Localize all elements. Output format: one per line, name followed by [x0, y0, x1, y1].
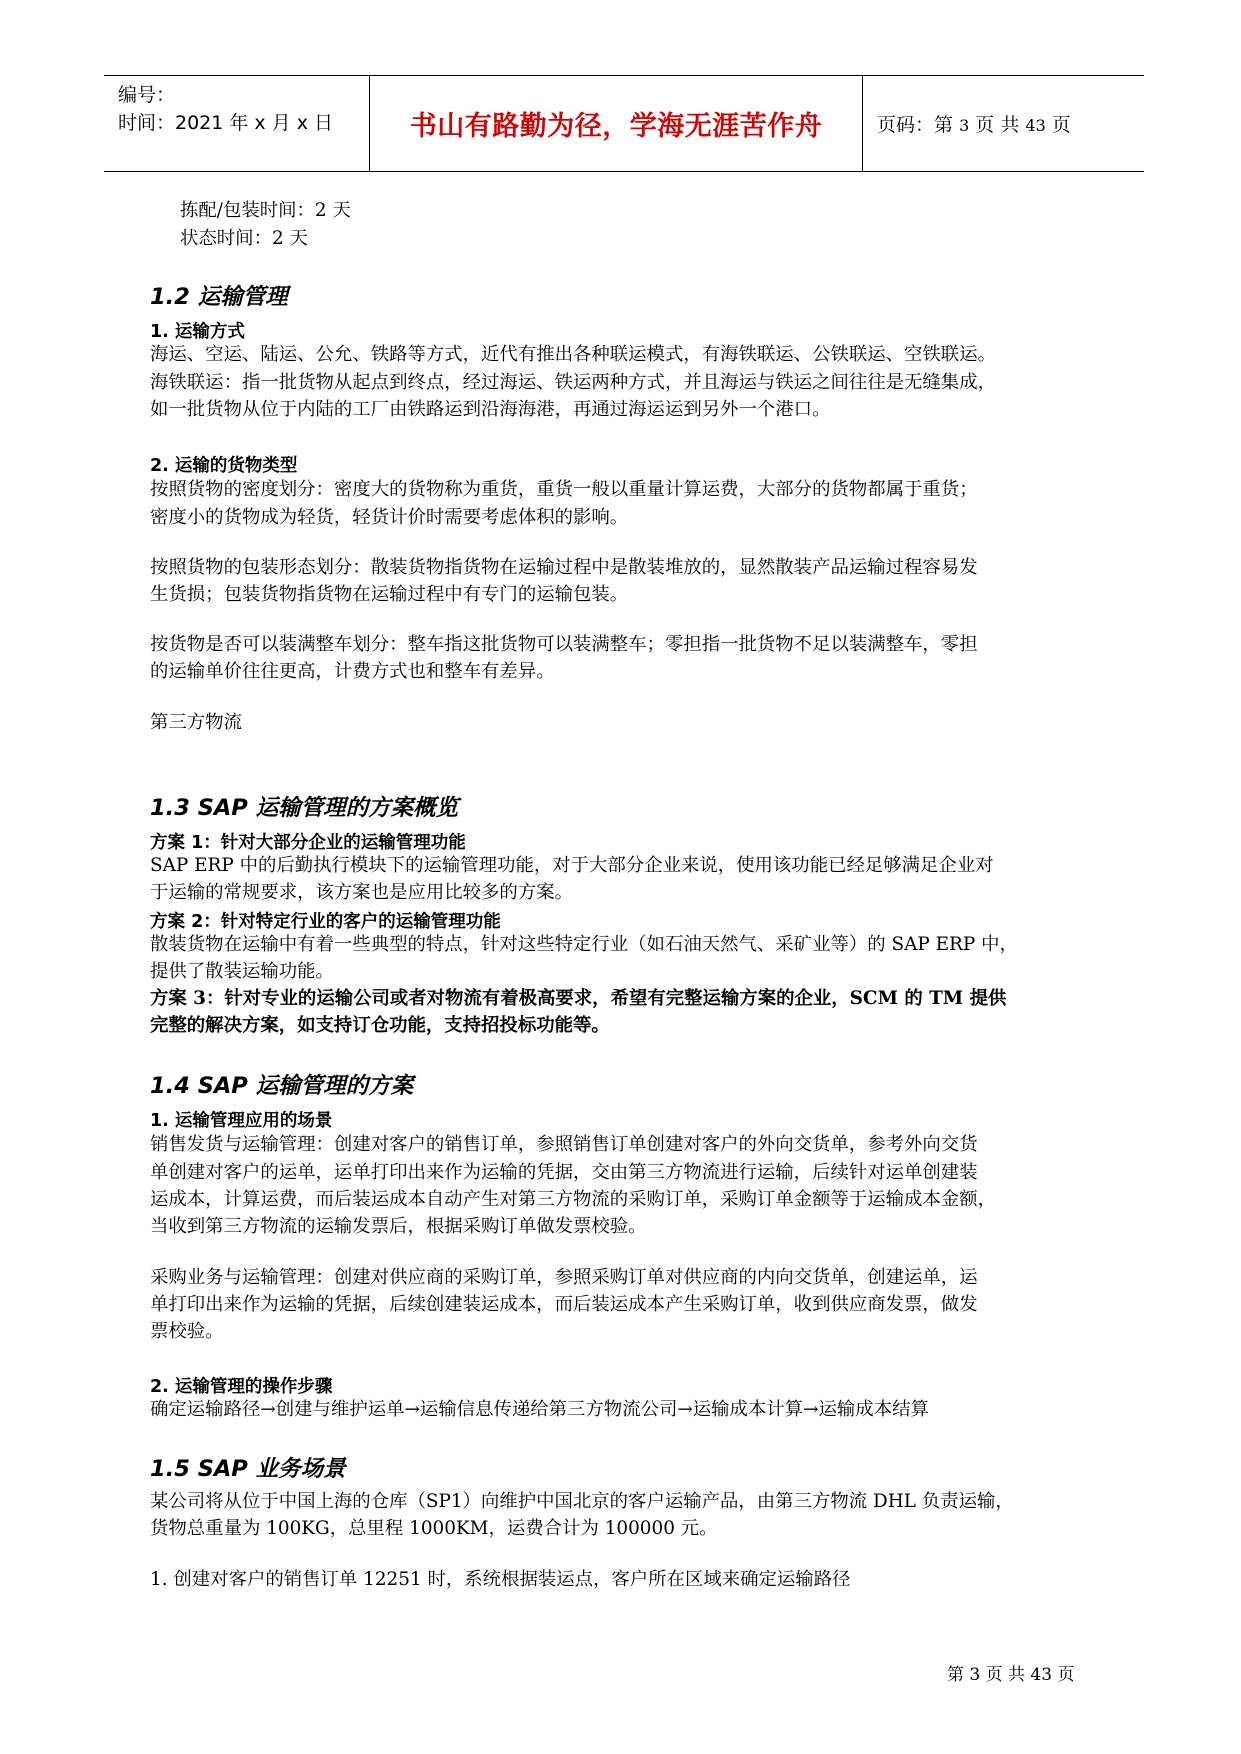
paragraph-line: 于运输的常规要求，该方案也是应用比较多的方案。 [150, 882, 573, 903]
section-title: 1.3 SAP 运输管理的方案概览 [150, 795, 459, 821]
paragraph-line: 的运输单价往往更高，计费方式也和整车有差异。 [150, 661, 555, 682]
intro-line: 拣配/包装时间：2 天 [180, 200, 351, 221]
paragraph-line: 第三方物流 [150, 712, 242, 733]
paragraph-line: 销售发货与运输管理：创建对客户的销售订单，参照销售订单创建对客户的外向交货单，参考外向交货 [150, 1134, 978, 1155]
paragraph-line: 密度小的货物成为轻货，轻货计价时需要考虑体积的影响。 [150, 507, 629, 528]
header-meta-cell [104, 76, 370, 171]
page-code: 页码：第 3 页 共 43 页 [877, 114, 1071, 136]
section-title: 1.4 SAP 运输管理的方案 [150, 1073, 414, 1099]
section-title: 1.2 运输管理 [150, 284, 288, 310]
paragraph-line: 某公司将从位于中国上海的仓库（SP1）向维护中国北京的客户运输产品，由第三方物流 DHL 负责运输， [150, 1491, 1014, 1512]
paragraph-line: 1. 创建对客户的销售订单 12251 时，系统根据装运点，客户所在区域来确定运输路径 [150, 1569, 851, 1590]
paragraph-line: 运成本，计算运费，而后装运成本自动产生对第三方物流的采购订单，采购订单金额等于运输成本金额， [150, 1189, 996, 1210]
number-label: 编号： [118, 84, 176, 106]
paragraph-line: 货物总重量为 100KG，总里程 1000KM，运费合计为 100000 元。 [150, 1518, 718, 1539]
paragraph-line: 海运、空运、陆运、公允、铁路等方式，近代有推出各种联运模式，有海铁联运、公铁联运、空铁联运。 [150, 344, 996, 365]
subsection-title: 1. 运输管理应用的场景 [150, 1111, 333, 1131]
subsection-title: 1. 运输方式 [150, 322, 245, 342]
motto: 书山有路勤为径，学海无涯苦作舟 [409, 111, 823, 142]
paragraph-line: 按照货物的包装形态划分：散装货物指货物在运输过程中是散装堆放的，显然散装产品运输过程容易发 [150, 557, 978, 578]
paragraph-line: 海铁联运：指一批货物从起点到终点，经过海运、铁运两种方式，并且海运与铁运之间往往是无缝集成， [150, 372, 996, 393]
paragraph-line: 提供了散装运输功能。 [150, 961, 334, 982]
paragraph-line: SAP ERP 中的后勤执行模块下的运输管理功能，对于大部分企业来说，使用该功能已经足够满足企业对 [150, 855, 994, 876]
time-label: 时间：2021 年 x 月 x 日 [118, 112, 334, 134]
plan-title: 方案 2：针对特定行业的客户的运输管理功能 [150, 912, 501, 932]
paragraph-line: 采购业务与运输管理：创建对供应商的采购订单，参照采购订单对供应商的内向交货单，创建运单，运 [150, 1267, 978, 1288]
paragraph-line: 如一批货物从位于内陆的工厂由铁路运到沿海海港，再通过海运运到另外一个港口。 [150, 399, 831, 420]
header-page-cell [863, 76, 1144, 171]
process-steps: 确定运输路径→创建与维护运单→运输信息传递给第三方物流公司→运输成本计算→运输成本结算 [150, 1399, 929, 1420]
subsection-title: 2. 运输管理的操作步骤 [150, 1377, 333, 1397]
section-title: 1.5 SAP 业务场景 [150, 1456, 346, 1482]
paragraph-line: 单打印出来作为运输的凭据，后续创建装运成本，而后装运成本产生采购订单，收到供应商发票，做发 [150, 1294, 978, 1315]
paragraph-line: 生货损；包装货物指货物在运输过程中有专门的运输包装。 [150, 584, 629, 605]
paragraph-line: 散装货物在运输中有着一些典型的特点，针对这些特定行业（如石油天然气、采矿业等）的 SAP ERP 中， [150, 934, 1018, 955]
header-motto-cell [370, 76, 863, 171]
paragraph-line: 票校验。 [150, 1321, 224, 1342]
plan3-line: 方案 3：针对专业的运输公司或者对物流有着极高要求，希望有完整运输方案的企业，SCM 的 TM 提供 [150, 988, 1007, 1009]
paragraph-line: 按货物是否可以装满整车划分：整车指这批货物可以装满整车；零担指一批货物不足以装满整车，零担 [150, 634, 978, 655]
plan3-line: 完整的解决方案，如支持订仓功能，支持招投标功能等。 [150, 1015, 610, 1036]
plan-title: 方案 1：针对大部分企业的运输管理功能 [150, 833, 466, 853]
paragraph-line: 单创建对客户的运单，运单打印出来作为运输的凭据，交由第三方物流进行运输，后续针对运单创建装 [150, 1162, 978, 1183]
page-header [104, 75, 1144, 172]
subsection-title: 2. 运输的货物类型 [150, 456, 298, 476]
paragraph-line: 当收到第三方物流的运输发票后，根据采购订单做发票校验。 [150, 1216, 647, 1237]
page-footer: 第 3 页 共 43 页 [947, 1665, 1075, 1685]
paragraph-line: 按照货物的密度划分：密度大的货物称为重货，重货一般以重量计算运费，大部分的货物都属于重货； [150, 479, 978, 500]
intro-line: 状态时间：2 天 [180, 228, 308, 249]
